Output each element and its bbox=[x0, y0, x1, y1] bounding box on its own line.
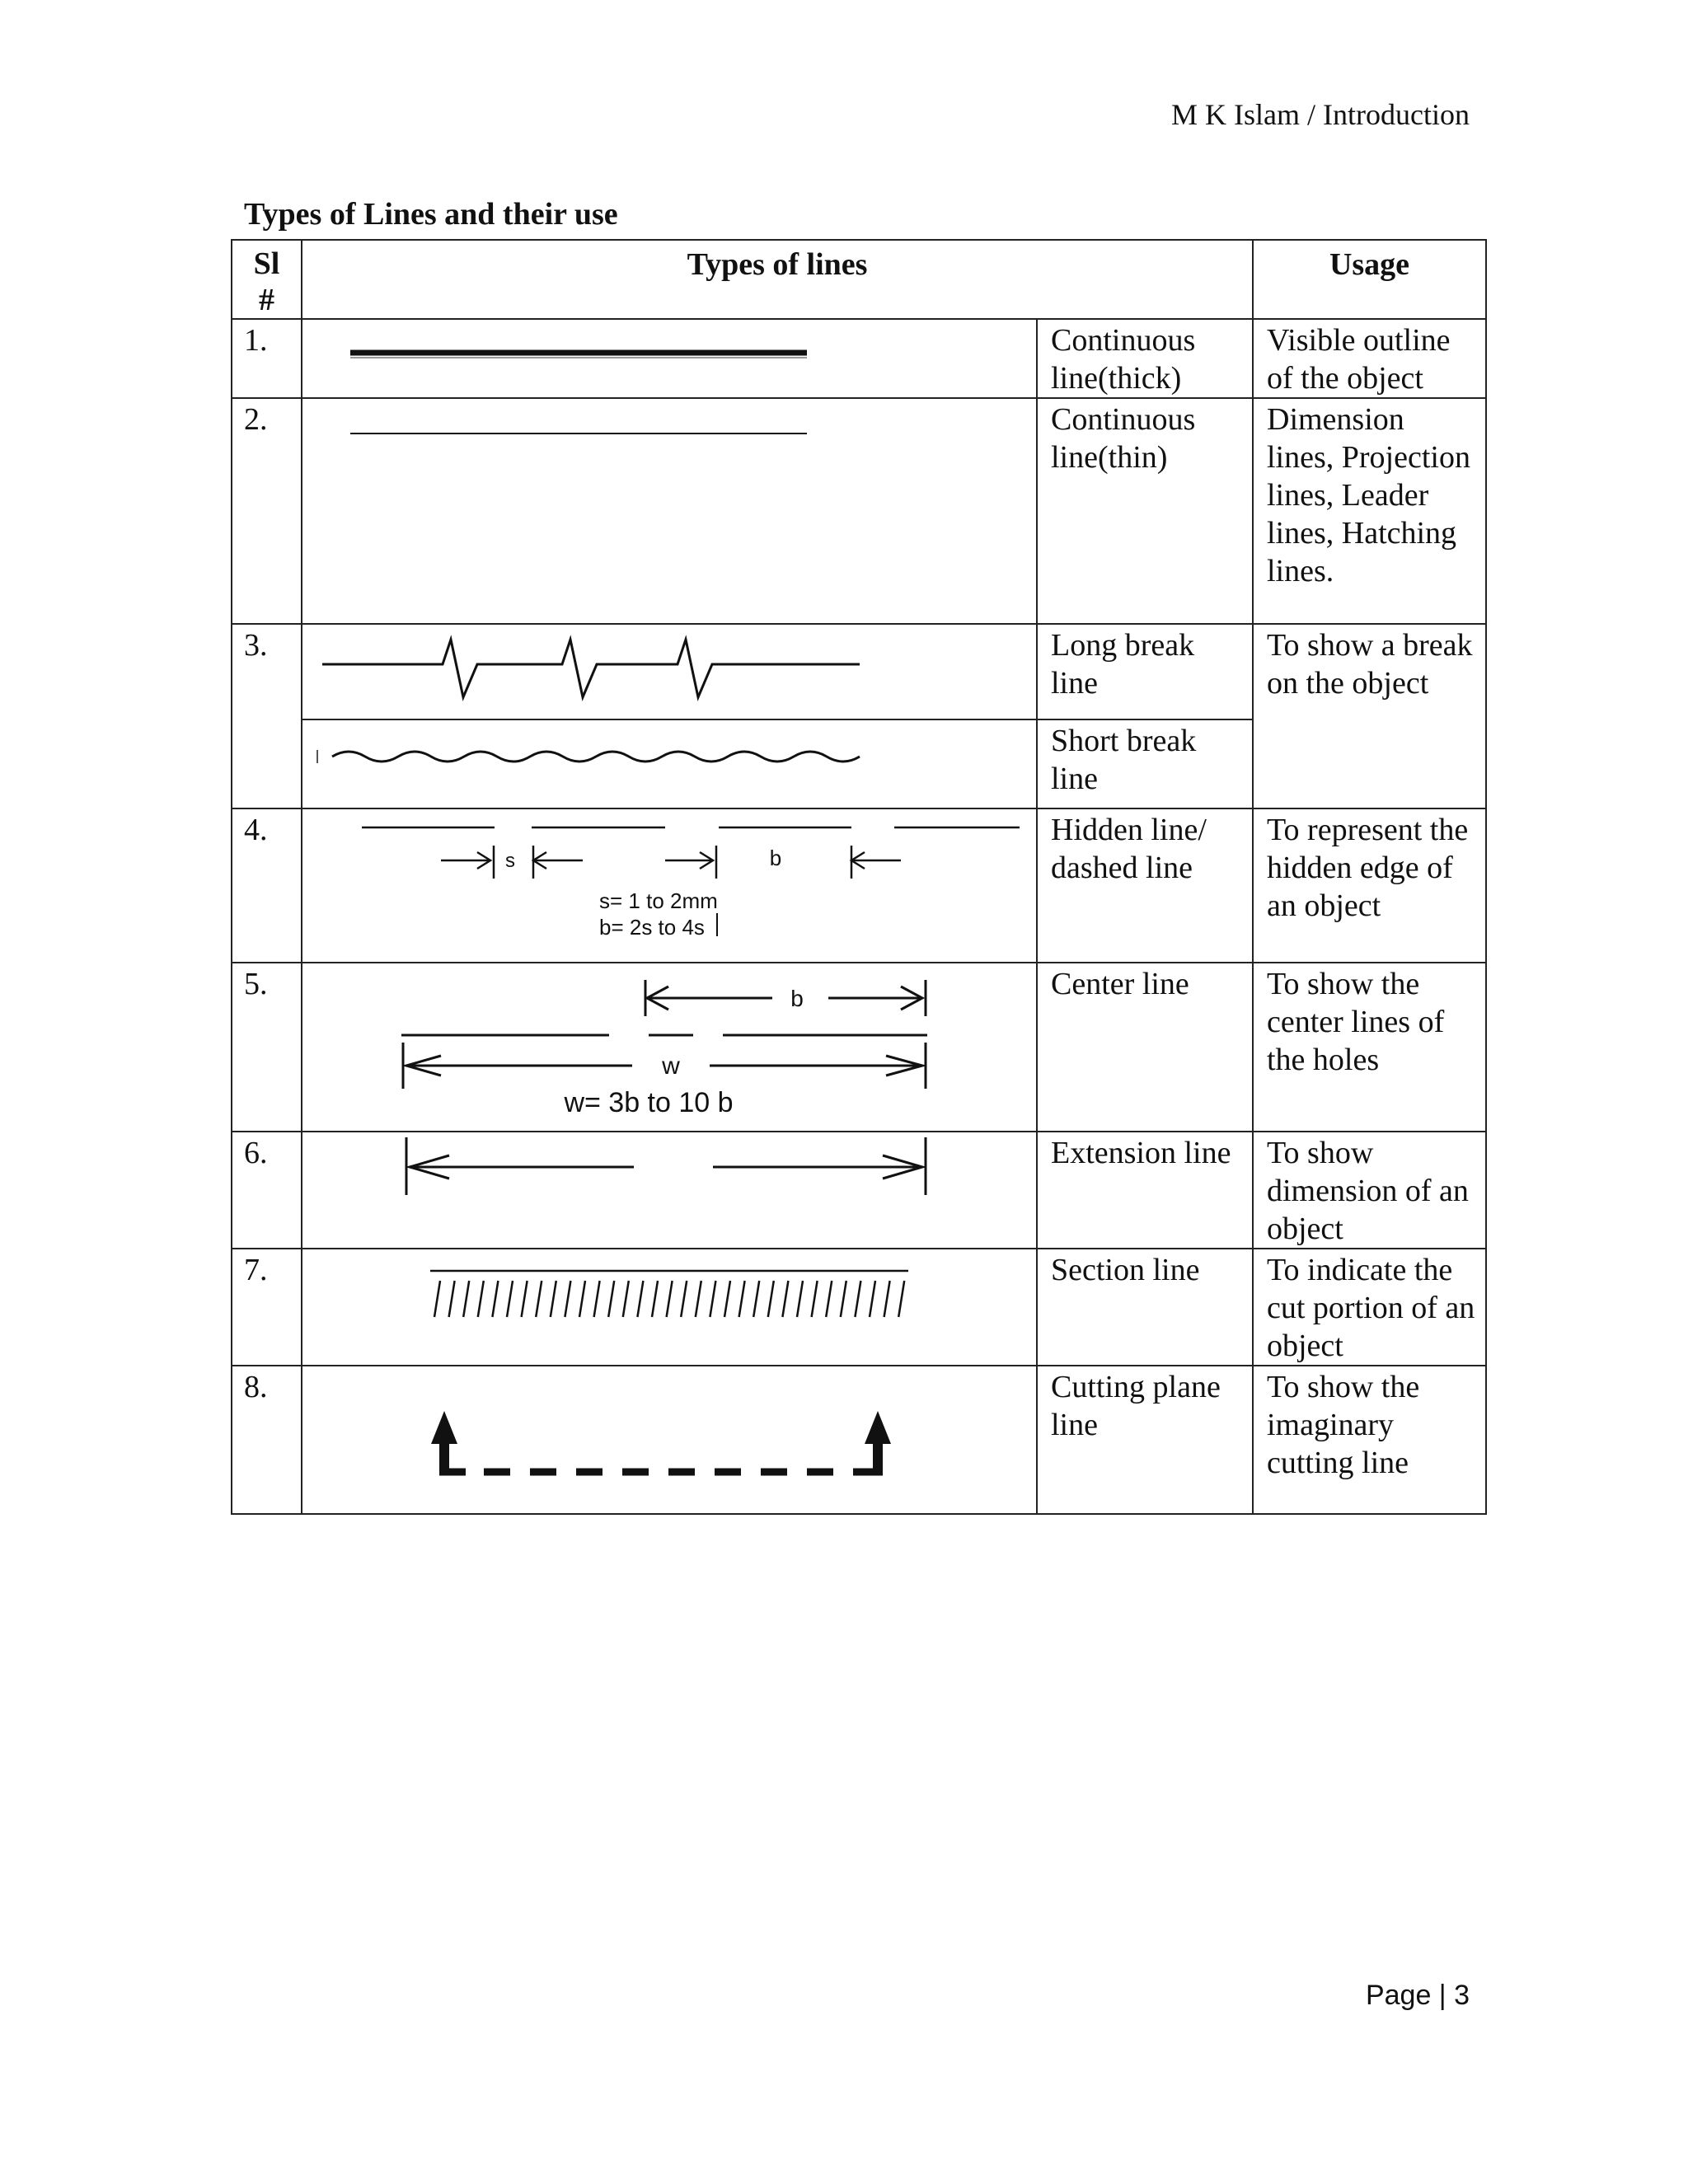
table-row bbox=[232, 963, 1486, 1132]
long-break-line-drawing bbox=[302, 625, 1036, 717]
line-drawing-cell bbox=[302, 1366, 1037, 1514]
line-usage: To show a break on the object bbox=[1253, 624, 1486, 808]
line-name: Extension line bbox=[1037, 1132, 1253, 1249]
line-drawing-cell bbox=[302, 319, 1037, 398]
hatch-stroke bbox=[826, 1281, 832, 1317]
hatch-stroke bbox=[536, 1281, 542, 1317]
hidden-line-drawing bbox=[302, 809, 1036, 961]
table-row bbox=[232, 319, 1486, 398]
row-sl: 3. bbox=[232, 624, 302, 808]
short-break-line-drawing bbox=[302, 720, 1036, 806]
row-sl: 5. bbox=[232, 963, 302, 1132]
hatch-stroke bbox=[841, 1281, 846, 1317]
extension-line-drawing bbox=[302, 1132, 1036, 1243]
line-drawing-cell bbox=[302, 808, 1037, 963]
line-name: Center line bbox=[1037, 963, 1253, 1132]
line-usage: To show the imaginary cutting line bbox=[1253, 1366, 1486, 1514]
line-drawing-cell bbox=[302, 1132, 1037, 1249]
b-label: b bbox=[790, 986, 804, 1011]
hatch-stroke bbox=[898, 1281, 904, 1317]
hatch-stroke bbox=[739, 1281, 745, 1317]
cutting-plane-line-drawing bbox=[302, 1366, 1036, 1511]
line-name: Hidden line/ dashed line bbox=[1037, 808, 1253, 963]
w-ratio-note: w= 3b to 10 b bbox=[564, 1087, 734, 1118]
hatch-stroke bbox=[710, 1281, 715, 1317]
header-sl-label: Sl # bbox=[253, 246, 280, 317]
hatch-stroke bbox=[884, 1281, 890, 1317]
line-types-table bbox=[231, 239, 1487, 1515]
hatch-stroke bbox=[463, 1281, 469, 1317]
header-usage: Usage bbox=[1253, 240, 1486, 319]
line-drawing-cell bbox=[302, 1249, 1037, 1366]
dash-length-note: b= 2s to 4s bbox=[599, 915, 705, 940]
hatch-stroke bbox=[492, 1281, 498, 1317]
header-sl bbox=[232, 240, 302, 319]
table-row bbox=[232, 624, 1486, 719]
table-row bbox=[232, 808, 1486, 963]
hatch-stroke bbox=[768, 1281, 774, 1317]
line-name: Continuous line(thin) bbox=[1037, 398, 1253, 624]
w-label: w bbox=[662, 1052, 680, 1080]
section-title: Types of Lines and their use bbox=[244, 197, 618, 232]
thin-continuous-line-drawing bbox=[302, 399, 1036, 621]
row-sl: 4. bbox=[232, 808, 302, 963]
line-drawing-cell bbox=[302, 398, 1037, 624]
table-header-row bbox=[232, 240, 1486, 319]
row-sl: 2. bbox=[232, 398, 302, 624]
hatch-stroke bbox=[551, 1281, 556, 1317]
hatch-stroke bbox=[652, 1281, 658, 1317]
line-drawing-cell bbox=[302, 719, 1037, 808]
hatch-stroke bbox=[797, 1281, 803, 1317]
hatch-stroke bbox=[637, 1281, 643, 1317]
hatch-stroke bbox=[782, 1281, 788, 1317]
hatch-stroke bbox=[855, 1281, 860, 1317]
hatch-stroke bbox=[507, 1281, 513, 1317]
hatch-stroke bbox=[522, 1281, 528, 1317]
hatch-stroke bbox=[608, 1281, 614, 1317]
line-usage: To represent the hidden edge of an object bbox=[1253, 808, 1486, 963]
section-line-drawing bbox=[302, 1249, 1036, 1360]
hatch-stroke bbox=[565, 1281, 570, 1317]
hatch-stroke bbox=[753, 1281, 759, 1317]
center-line-drawing bbox=[302, 963, 1036, 1130]
hatch-stroke bbox=[696, 1281, 701, 1317]
hatch-stroke bbox=[681, 1281, 687, 1317]
thick-continuous-line-drawing bbox=[302, 320, 1036, 394]
line-name: Continuous line(thick) bbox=[1037, 319, 1253, 398]
table-row bbox=[232, 1366, 1486, 1514]
row-sl: 7. bbox=[232, 1249, 302, 1366]
hatch-stroke bbox=[812, 1281, 818, 1317]
hatch-stroke bbox=[870, 1281, 875, 1317]
hatch-stroke bbox=[478, 1281, 484, 1317]
running-header: M K Islam / Introduction bbox=[1171, 98, 1470, 131]
hatch-stroke bbox=[579, 1281, 585, 1317]
hatch-stroke bbox=[724, 1281, 730, 1317]
hatch-stroke bbox=[434, 1281, 440, 1317]
hatch-stroke bbox=[667, 1281, 673, 1317]
header-types: Types of lines bbox=[302, 240, 1253, 319]
table-row bbox=[232, 398, 1486, 624]
hatch-stroke bbox=[594, 1281, 600, 1317]
line-name: Short break line bbox=[1037, 719, 1253, 808]
b-label: b bbox=[769, 846, 782, 870]
row-sl: 8. bbox=[232, 1366, 302, 1514]
line-usage: Dimension lines, Projection lines, Leader lines, Hatching lines. bbox=[1253, 398, 1486, 624]
line-usage: To indicate the cut portion of an object bbox=[1253, 1249, 1486, 1366]
line-name: Section line bbox=[1037, 1249, 1253, 1366]
row-sl: 6. bbox=[232, 1132, 302, 1249]
line-name: Cutting plane line bbox=[1037, 1366, 1253, 1514]
line-usage: To show dimension of an object bbox=[1253, 1132, 1486, 1249]
table-row bbox=[232, 1249, 1486, 1366]
table-row bbox=[232, 1132, 1486, 1249]
line-name: Long break line bbox=[1037, 624, 1253, 719]
s-label: s bbox=[505, 850, 515, 872]
row-sl: 1. bbox=[232, 319, 302, 398]
spacing-note: s= 1 to 2mm bbox=[599, 888, 718, 913]
line-drawing-cell bbox=[302, 963, 1037, 1132]
line-drawing-cell bbox=[302, 624, 1037, 719]
page-number: Page | 3 bbox=[1365, 1980, 1470, 2011]
hatch-stroke bbox=[449, 1281, 455, 1317]
hatch-stroke bbox=[623, 1281, 629, 1317]
line-usage: Visible outline of the object bbox=[1253, 319, 1486, 398]
line-usage: To show the center lines of the holes bbox=[1253, 963, 1486, 1132]
